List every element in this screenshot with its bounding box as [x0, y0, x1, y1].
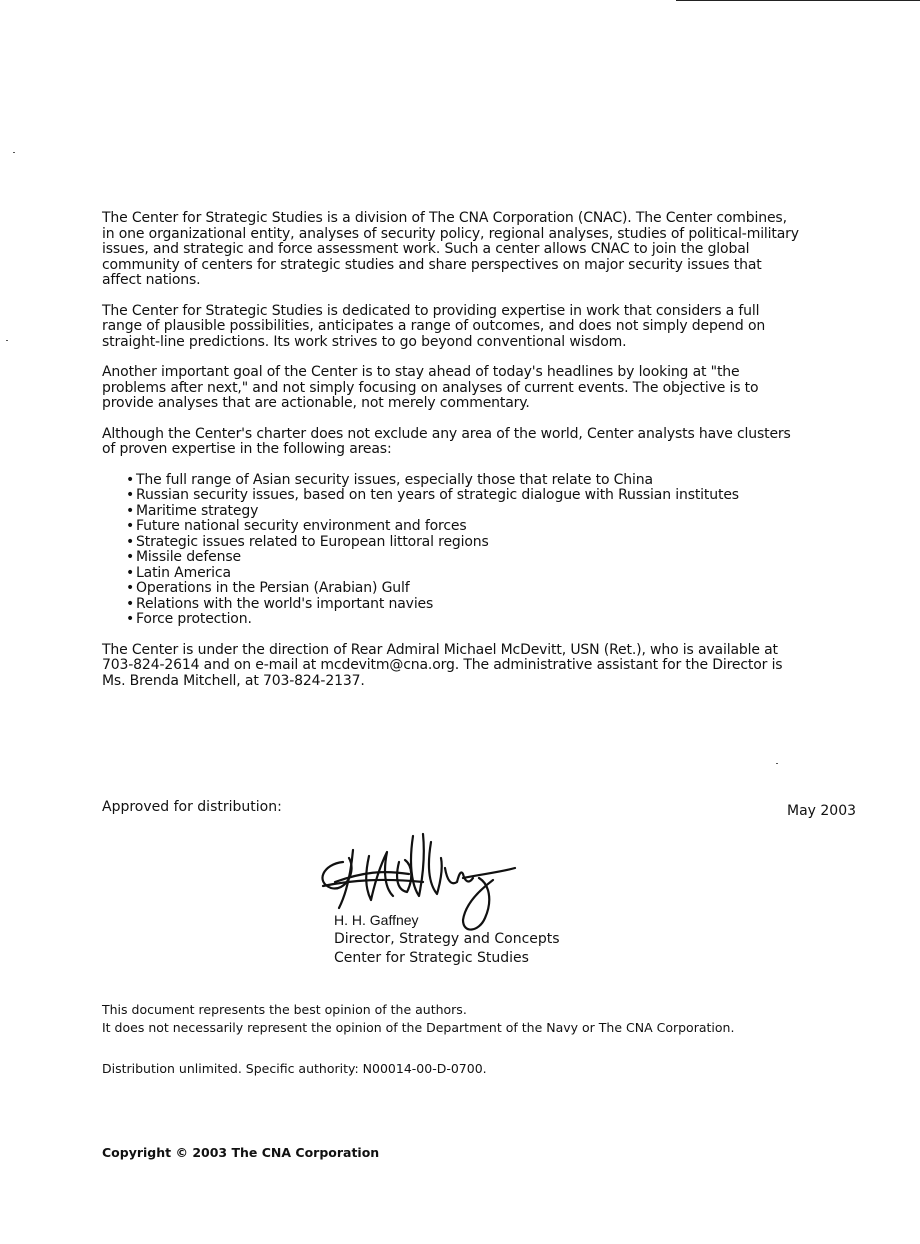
signatory-name: H. H. Gaffney — [334, 912, 419, 928]
copyright-notice: Copyright © 2003 The CNA Corporation — [102, 1145, 380, 1160]
signature-block — [334, 911, 560, 968]
document-body — [102, 211, 802, 704]
list-item: • Latin America — [126, 566, 802, 582]
scan-speck — [776, 763, 778, 764]
intro-paragraph: Another important goal of the Center is to stay ahead of today's headlines by looking at "the problems after next," and not simply focusing on analyses of current events. The objective is to provide analyses that are actionable, not merely commentary. — [102, 364, 759, 411]
list-item: • Missile defense — [126, 550, 802, 566]
list-item: • Operations in the Persian (Arabian) Gulf — [126, 581, 802, 597]
list-item: • Strategic issues related to European littoral regions — [126, 535, 802, 551]
list-item: • Force protection. — [126, 612, 802, 628]
top-edge-rule — [676, 0, 920, 1]
signatory-title: Director, Strategy and Concepts — [334, 931, 560, 947]
list-item: • Maritime strategy — [126, 504, 802, 520]
approval-date: May 2003 — [787, 803, 857, 819]
director-contact-paragraph: The Center is under the direction of Rear Admiral Michael McDevitt, USN (Ret.), who is available at 703-824-2614 and on e-mail at mcdevitm@cna.org. The administrative assistant for the Director is Ms. Brenda Mitchell, at 703-824-2137. — [102, 641, 783, 689]
intro-paragraph: The Center for Strategic Studies is a division of The CNA Corporation (CNAC). The Center combines, in one organizational entity, analyses of security policy, regional analyses, studies of political-military issues, and strategic and force assessment work. Such a center allows CNAC to join the global community of centers for strategic studies and share perspectives on major security issues that affect nations. — [102, 210, 799, 288]
list-item: • Future national security environment and forces — [126, 519, 802, 535]
intro-paragraph: The Center for Strategic Studies is dedicated to providing expertise in work that considers a full range of plausible possibilities, anticipates a range of outcomes, and does not simply depend on straight-line predictions. Its work strives to go beyond conventional wisdom. — [102, 302, 766, 350]
list-item: • Russian security issues, based on ten years of strategic dialogue with Russian institutes — [126, 488, 802, 504]
disclaimer-line: This document represents the best opinion of the authors. — [102, 1002, 467, 1017]
expertise-list — [102, 473, 802, 628]
list-item: • The full range of Asian security issues, especially those that relate to China — [126, 473, 802, 489]
expertise-intro-paragraph: Although the Center's charter does not exclude any area of the world, Center analysts have clusters of proven expertise in the following areas: — [102, 425, 791, 457]
disclaimer — [102, 1001, 734, 1037]
list-item: • Relations with the world's important navies — [126, 597, 802, 613]
distribution-authority: Distribution unlimited. Specific authority: N00014-00-D-0700. — [102, 1061, 487, 1076]
disclaimer-line: It does not necessarily represent the opinion of the Department of the Navy or The CNA Corporation. — [102, 1020, 735, 1035]
scan-speck — [6, 340, 8, 341]
approval-label: Approved for distribution: — [102, 799, 282, 815]
scan-speck — [13, 152, 15, 153]
signatory-organization: Center for Strategic Studies — [334, 950, 529, 966]
